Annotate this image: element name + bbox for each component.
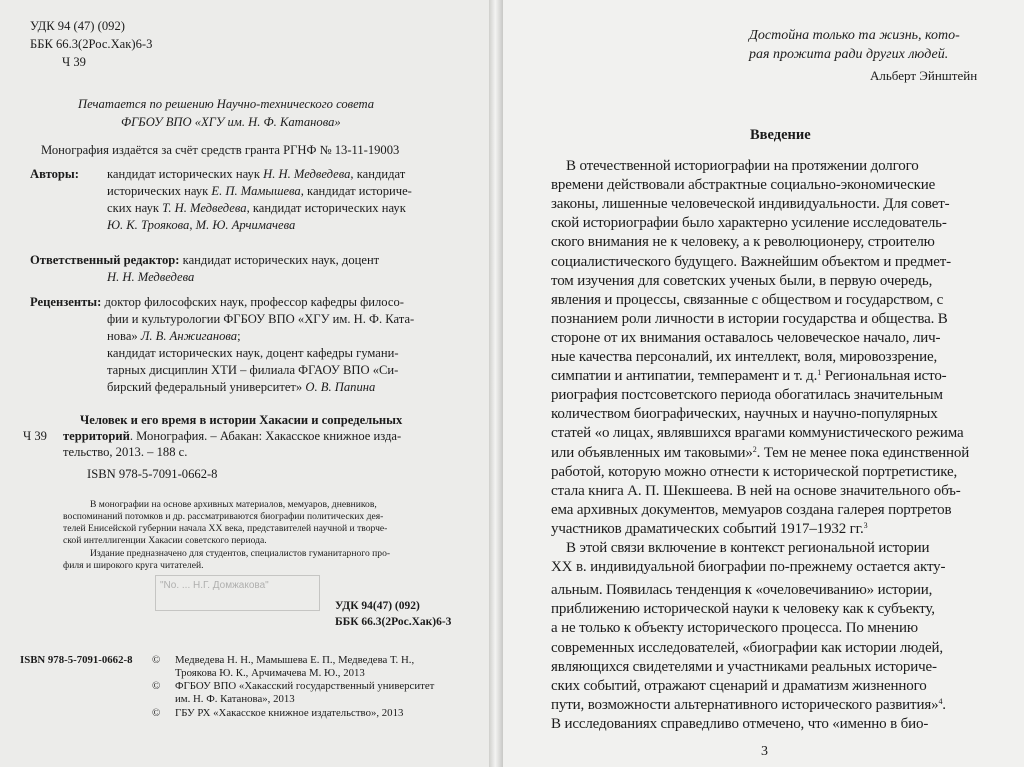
body-line-21: В этой связи включение в контекст региональной истории bbox=[566, 540, 930, 556]
abstract-line-3: телей Енисейской губернии начала XX века, представителей научной и творче- bbox=[63, 523, 388, 534]
body-line-1: В отечественной историографии на протяжении долгого bbox=[566, 158, 919, 174]
council-line-1: Печатается по решению Научно-технического совета bbox=[78, 97, 375, 111]
body-line-26: современных исследователей, «биографии как истории людей, bbox=[551, 640, 943, 656]
body-text: . bbox=[942, 697, 946, 713]
reviewers-text: бирский федеральный университет» bbox=[107, 380, 306, 394]
editor-text: кандидат исторических наук, доцент bbox=[179, 253, 380, 267]
biblio-text: . Монография. – Абакан: Хакасское книжное изда- bbox=[129, 429, 402, 443]
reviewer-name: О. В. Папина bbox=[305, 380, 376, 394]
body-line-4: ской историографии было характерно усиление исследователь- bbox=[551, 215, 947, 231]
footnote-ref: 2 bbox=[752, 445, 757, 454]
page-number: 3 bbox=[761, 744, 768, 759]
copyright-mark: © bbox=[152, 654, 161, 666]
council-line-2: ФГБОУ ВПО «ХГУ им. Н. Ф. Катанова» bbox=[121, 115, 341, 129]
editor-label: Ответственный редактор: bbox=[30, 253, 180, 267]
book-title-end: территорий bbox=[63, 429, 130, 443]
biblio-line-3: тельство, 2013. – 188 с. bbox=[63, 445, 188, 459]
body-line-27: являющихся свидетелями и участниками реальных историче- bbox=[551, 659, 937, 675]
reviewers-line-6 bbox=[107, 379, 375, 395]
reviewers-text: ; bbox=[237, 329, 241, 343]
footnote-ref: 4 bbox=[938, 697, 943, 706]
author-name: Т. Н. Медведева bbox=[162, 201, 247, 215]
body-line-15: статей «о лицах, являвшихся врагами коммунистического режима bbox=[551, 425, 964, 441]
body-line-20 bbox=[551, 521, 867, 538]
author-name: М. Ю. Арчимачева bbox=[195, 218, 296, 232]
body-line-19: ема архивных документов, мемуаров создана галерея портретов bbox=[551, 502, 952, 518]
udk-code: УДК 94 (47) (092) bbox=[30, 19, 125, 33]
author-name: Е. П. Мамышева bbox=[211, 184, 301, 198]
copyright-line-5: ГБУ РХ «Хакасское книжное издательство», 2013 bbox=[175, 707, 404, 719]
reviewers-line-2: фии и культурологии ФГБОУ ВПО «ХГУ им. Н. Ф. Ката- bbox=[107, 312, 415, 326]
abstract-line-4: ской интеллигенции Хакасии советского периода. bbox=[63, 535, 267, 546]
footnote-ref: 1 bbox=[817, 368, 822, 377]
body-line-14: количеством биографических, научных и научно-популярных bbox=[551, 406, 938, 422]
body-text: или объявленных им таковыми» bbox=[551, 445, 753, 461]
section-heading: Введение bbox=[750, 127, 811, 143]
abstract-line-2: воспоминаний потомков и др. рассматриваются биографии политических дея- bbox=[63, 511, 384, 522]
abstract-line-1: В монографии на основе архивных материалов, мемуаров, дневников, bbox=[90, 499, 377, 510]
copyright-mark: © bbox=[152, 707, 161, 719]
authors-text: , кандидат bbox=[350, 167, 406, 181]
author-name: Ю. К. Троякова bbox=[107, 218, 190, 232]
body-line-13: риография постсоветского периода обогатилась значительным bbox=[551, 387, 943, 403]
authors-text: исторических наук bbox=[107, 184, 212, 198]
copyright-mark: © bbox=[152, 680, 161, 692]
grant-note: Монография издаётся за счёт средств гранта РГНФ № 13-11-19003 bbox=[41, 143, 400, 157]
body-line-22: XX в. индивидуальной биографии по-прежнему остается акту- bbox=[551, 559, 946, 575]
abstract-line-5: Издание предназначено для студентов, специалистов гуманитарного про- bbox=[90, 548, 391, 559]
authors-line-4 bbox=[107, 217, 295, 233]
reviewers-label: Рецензенты: bbox=[30, 295, 102, 309]
reviewers-line-4: кандидат исторических наук, доцент кафедры гумани- bbox=[107, 346, 399, 360]
body-text: симпатии и антипатии, темперамент и т. д. bbox=[551, 368, 818, 384]
reviewers-line-1 bbox=[30, 294, 404, 310]
body-line-3: законы, лишенные человеческой индивидуальности. Для совет- bbox=[551, 196, 950, 212]
authors-text: , кандидат исторических наук bbox=[246, 201, 406, 215]
body-line-17: работой, которую можно отнести к исторической портретистике, bbox=[551, 464, 958, 480]
body-line-5: ского внимания не к человеку, а к революционеру, строителю bbox=[551, 234, 935, 250]
abstract-line-6: филя и широкого круга читателей. bbox=[63, 560, 204, 571]
body-line-24: приближению исторической науки к человеку как к субъекту, bbox=[551, 601, 935, 617]
footnote-ref: 3 bbox=[863, 521, 868, 530]
body-text: . Тем не менее пока единственной bbox=[756, 445, 970, 461]
body-line-16 bbox=[551, 445, 969, 462]
book-gutter bbox=[489, 0, 503, 767]
bbk-code: ББК 66.3(2Рос.Хак)6-3 bbox=[30, 37, 153, 51]
author-mark: Ч 39 bbox=[62, 55, 86, 69]
stamp-text: "No. ... Н.Г. Домжакова" bbox=[160, 580, 269, 591]
authors-line-3 bbox=[107, 200, 406, 216]
body-line-7: том изучения для советских ученых были, в первую очередь, bbox=[551, 273, 933, 289]
library-stamp bbox=[155, 575, 320, 611]
body-text: Региональная исто- bbox=[821, 368, 947, 384]
body-line-8: явления и процессы, связанные с обществом и государством, с bbox=[551, 292, 944, 308]
authors-line-1 bbox=[107, 166, 405, 182]
udk-code-2: УДК 94(47) (092) bbox=[335, 600, 420, 612]
author-name: Н. Н. Медведева bbox=[263, 167, 351, 181]
authors-line-2 bbox=[107, 183, 412, 199]
book-title-line-1: Человек и его время в истории Хакасии и сопредельных bbox=[80, 413, 403, 427]
bbk-code-2: ББК 66.3(2Рос.Хак)6-3 bbox=[335, 616, 452, 628]
biblio-code: Ч 39 bbox=[23, 429, 47, 443]
epigraph-author: Альберт Эйнштейн bbox=[870, 68, 978, 83]
left-page bbox=[0, 0, 489, 767]
epigraph-line-1: Достойна только та жизнь, кото- bbox=[749, 28, 960, 43]
body-line-11: ные качества персоналий, их интеллект, воля, мировоззрение, bbox=[551, 349, 938, 365]
copyright-line-4: им. Н. Ф. Катанова», 2013 bbox=[175, 693, 295, 705]
body-line-10: стороне от их внимания оставалось человеческое начало, лич- bbox=[551, 330, 941, 346]
body-line-9: познанием роли личности в истории государства и общества. В bbox=[551, 311, 948, 327]
editor-line bbox=[30, 252, 379, 268]
body-line-12 bbox=[551, 368, 947, 385]
copyright-line-3: ФГБОУ ВПО «Хакасский государственный университет bbox=[175, 680, 435, 692]
reviewers-text: доктор философских наук, профессор кафедры филосо- bbox=[101, 295, 404, 309]
body-line-2: времени действовали абстрактные социально-экономические bbox=[551, 177, 936, 193]
epigraph-line-2: рая прожита ради других людей. bbox=[749, 47, 949, 62]
body-line-23: альным. Появилась тенденция к «очеловечиванию» истории, bbox=[551, 582, 933, 598]
reviewer-name: Л. В. Анжиганова bbox=[140, 329, 238, 343]
copyright-line-1: Медведева Н. Н., Мамышева Е. П., Медведева Т. Н., bbox=[175, 654, 415, 666]
authors-text: , bbox=[189, 218, 196, 232]
body-line-30: В исследованиях справедливо отмечено, что «именно в био- bbox=[551, 716, 929, 732]
book-title-line-2 bbox=[63, 428, 401, 444]
reviewers-text: нова» bbox=[107, 329, 141, 343]
body-text: участников драматических событий 1917–1932 гг. bbox=[551, 521, 864, 537]
authors-text: ских наук bbox=[107, 201, 163, 215]
body-text: пути, возможности альтернативного исторического развития» bbox=[551, 697, 939, 713]
reviewers-line-3 bbox=[107, 328, 241, 344]
isbn-footer: ISBN 978-5-7091-0662-8 bbox=[20, 654, 133, 666]
body-line-25: а не только к объекту исторического процесса. По мнению bbox=[551, 620, 918, 636]
right-page bbox=[503, 0, 1024, 767]
authors-text: кандидат исторических наук bbox=[107, 167, 264, 181]
body-line-29 bbox=[551, 697, 946, 714]
body-line-28: ских событий, отражают сценарий и драматизм жизненного bbox=[551, 678, 927, 694]
reviewers-line-5: тарных дисциплин ХТИ – филиала ФГАОУ ВПО «Си- bbox=[107, 363, 399, 377]
editor-name: Н. Н. Медведева bbox=[107, 270, 195, 284]
copyright-line-2: Троякова Ю. К., Арчимачева М. Ю., 2013 bbox=[175, 667, 365, 679]
biblio-isbn: ISBN 978-5-7091-0662-8 bbox=[87, 467, 218, 481]
body-line-18: стала книга А. П. Шекшеева. В ней на основе значительного объ- bbox=[551, 483, 961, 499]
authors-text: , кандидат историче- bbox=[300, 184, 412, 198]
body-line-6: социалистического будущего. Важнейшим объектом и предмет- bbox=[551, 254, 951, 270]
authors-label: Авторы: bbox=[30, 167, 79, 181]
